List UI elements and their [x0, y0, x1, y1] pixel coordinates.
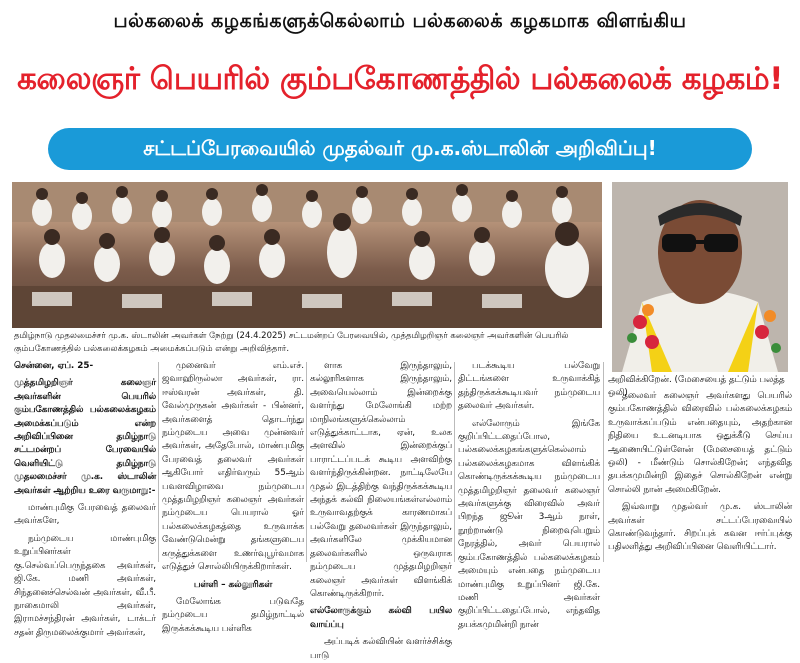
- lead-paragraph: முத்தமிழறிஞர் கலைஞர் அவர்களின் பெயரில் கும்பகோணத்தில் பல்கலைக்கழகம் அமைக்கப்படும் என்ற அறிவிப்பினை தமிழ்நாடு சட்டமன்றப் பேரவையில் வெளியிட்டு தமிழ்நாடு முதலமைச்சர் மு.க. ஸ்டாலின் அவர்கள் ஆற்றிய உரை வருமாறு:-: [14, 378, 156, 496]
- article-paragraph: படக்கூடிய பல்வேறு திட்டங்களை உருவாக்கித் தந்திருக்கக்கூடியவர் நம்முடைய தலைவர் அவர்கள்.: [458, 361, 600, 412]
- article-paragraph: முனைவர் எம்.எச். ஜவாஹிருல்லா அவர்கள், ரா. ஈஸ்வரன் அவர்கள், தி. வேல்முருகன் அவர்கள் - பின்னர், அவர்களைத் தொடர்ந்து நம்முடைய அவை முன்னவர் அவர்கள், அதேபோல், மாண்புமிகு பேரவைத் தலைவர் அவர்கள் ஆகியோர் எதிர்வரும் 55ஆம் பவளவிழாவை நம்முடைய முத்தமிழறிஞர் கலைஞர் அவர்கள் நம்முடைய பெயரால் ஓர் பல்கலைக்கழகத்தை உருவாக்க வேண்டுமென்று தங்களுடைய கருத்துக்களை உணர்வுபூர்வமாக எடுத்துச் சொல்லியிருக்கிறார்கள்.: [162, 361, 304, 573]
- column-divider: [454, 362, 455, 562]
- sub-headline-banner: சட்டப்பேரவையில் முதல்வர் மு.க.ஸ்டாலின் அறிவிப்பு!: [48, 128, 752, 170]
- article-column-2: [162, 360, 304, 634]
- assembly-photo: [12, 182, 602, 328]
- portrait-photo: [612, 182, 788, 372]
- article-column-5-top: அறிவிக்கிறேன். (மேசையைத் தட்டும் பலத்த ஒலி): [608, 375, 785, 399]
- article-paragraph: எல்லோரும் இங்கே குறிப்பிட்டதைப்போல, பல்கலைக்கழகங்களுக்கெல்லாம் பல்கலைக்கழகமாக விளங்கிக் கொண்டிருக்கக்கூடிய நம்முடைய முத்தமிழறிஞர் தலைவர் கலைஞர் அவர்களுக்கு விரைவில் அவர் பிறந்த ஜூன் 3ஆம் நாள், நூற்றாண்டு நிறைவுபெறும் நேரத்தில், அவர் பெயரால் கும்பகோணத்தில் பல்கலைக்கழகம் அமையும் என்பதை நம்முடைய மாண்புமிகு உறுப்பினர் ஜி.கே. மணி அவர்கள் குறிப்பிட்டதைப்போல், எந்தவித தயக்கமுமின்றி நான்: [458, 418, 600, 630]
- section-subhead: எல்லோருக்கும் கல்வி பயில வாய்ப்பு: [310, 606, 452, 630]
- article-column-4: [458, 360, 600, 630]
- kicker-headline: பல்கலைக் கழகங்களுக்கெல்லாம் பல்கலைக் கழகமாக விளங்கிய: [113, 9, 687, 32]
- main-headline: கலைஞர் பெயரில் கும்பகோணத்தில் பல்கலைக் கழகம்!: [17, 61, 783, 97]
- article-column-1: [14, 360, 156, 638]
- article-paragraph: ளாக இருந்தாலும், கல்லூரிகளாக இருந்தாலும், அவையெல்லாம் இன்றைக்கு வளர்ந்து மேலோங்கி மற்ற மாநிலங்களுக்கெல்லாம் எடுத்துக்காட்டாக, ஏன், உலக அளவில் இன்றைக்குப் பாராட்டப்படக் கூடிய அளவிற்கு வளர்ந்திருக்கின்றன. நாட்டிலேயே முதல் இடத்திற்கு வந்திருக்கக்கூடிய அந்தக் கல்வி நிலையங்கள்எல்லாம் உருவாவதற்குக் காரணமாகப் பல்வேறு தலைவர்கள் இருந்தாலும், அவர்களிலே முக்கியமான தலைவர்களில் ஒருவராக நம்முடைய முத்தமிழறிஞர் கலைஞர் அவர்கள் விளங்கிக் கொண்டிருக்கிறார்.: [310, 361, 452, 599]
- article-column-3: [310, 360, 452, 661]
- dateline: சென்னை, ஏப். 25-: [14, 361, 94, 371]
- article-paragraph: மாண்புமிகு பேரவைத் தலைவர் அவர்களே,: [14, 503, 156, 527]
- column-divider: [306, 362, 307, 562]
- article-paragraph: இவ்வாறு முதல்வர் மு.க. ஸ்டாலின் அவர்கள் சட்டப்பேரவையில் கொண்டுவந்தார். சிறப்புக் கவன ஈர்ப்புக்கு பதிலளித்து அறிவிப்பினை வெளியிட்டார்.: [608, 502, 792, 553]
- article-column-5: [608, 390, 792, 566]
- column-divider: [158, 362, 159, 562]
- section-subhead: பள்ளி – கல்லூரிகள்: [193, 579, 273, 590]
- portrait-photo-art: [612, 182, 788, 372]
- article-paragraph: மேலோங்க படுவதே நம்முடைய தமிழ்நாட்டில் இருக்கக்கூடிய பள்ளிக: [162, 596, 304, 634]
- article-paragraph: தலைவர் கலைஞர் அவர்களது பெயரில் கும்பகோணத்தில் விரைவில் பல்கலைக்கழகம் உருவாக்கப்படும் என்பதையும், அதற்கான நிதியை உடனடியாக ஒதுக்கீடு செய்ய ஆணையிட்டுள்ளேன் (மேசையைத் தட்டும் ஒலி) - மீண்டும் சொல்கிறேன்; எந்தவித தயக்கமுமின்றி இதைச் சொல்கிறேன் என்று சொல்லி நான் அமைகிறேன்.: [608, 391, 792, 495]
- assembly-photo-art: [12, 182, 602, 328]
- photo-caption: தமிழ்நாடு முதலமைச்சர் மு.க. ஸ்டாலின் அவர்கள் நேற்று (24.4.2025) சட்டமன்றப் பேரவையில், முத்தமிழறிஞர் கலைஞர் அவர்களின் பெயரில் கும்பகோணத்தில் பல்கலைக்கழகம் அமைக்கப்படும் என்று அறிவித்தார்.: [14, 331, 569, 354]
- article-paragraph: அப்படிக் கல்வியின் வளர்ச்சிக்கு பாடு: [310, 637, 452, 661]
- column-divider: [603, 362, 604, 562]
- article-paragraph: நம்முடைய மாண்புமிகு உறுப்பினர்கள் கு.செல்வப்பெருந்தகை அவர்கள், ஜி.கே. மணி அவர்கள், சிந்தனைச்செல்வன் அவர்கள், வீ.பீ. நாகைமாலி அவர்கள், இராமச்சந்திரன் அவர்கள், டாக்டர் சதன் திருமலைக்குமார் அவர்கள்,: [14, 533, 156, 638]
